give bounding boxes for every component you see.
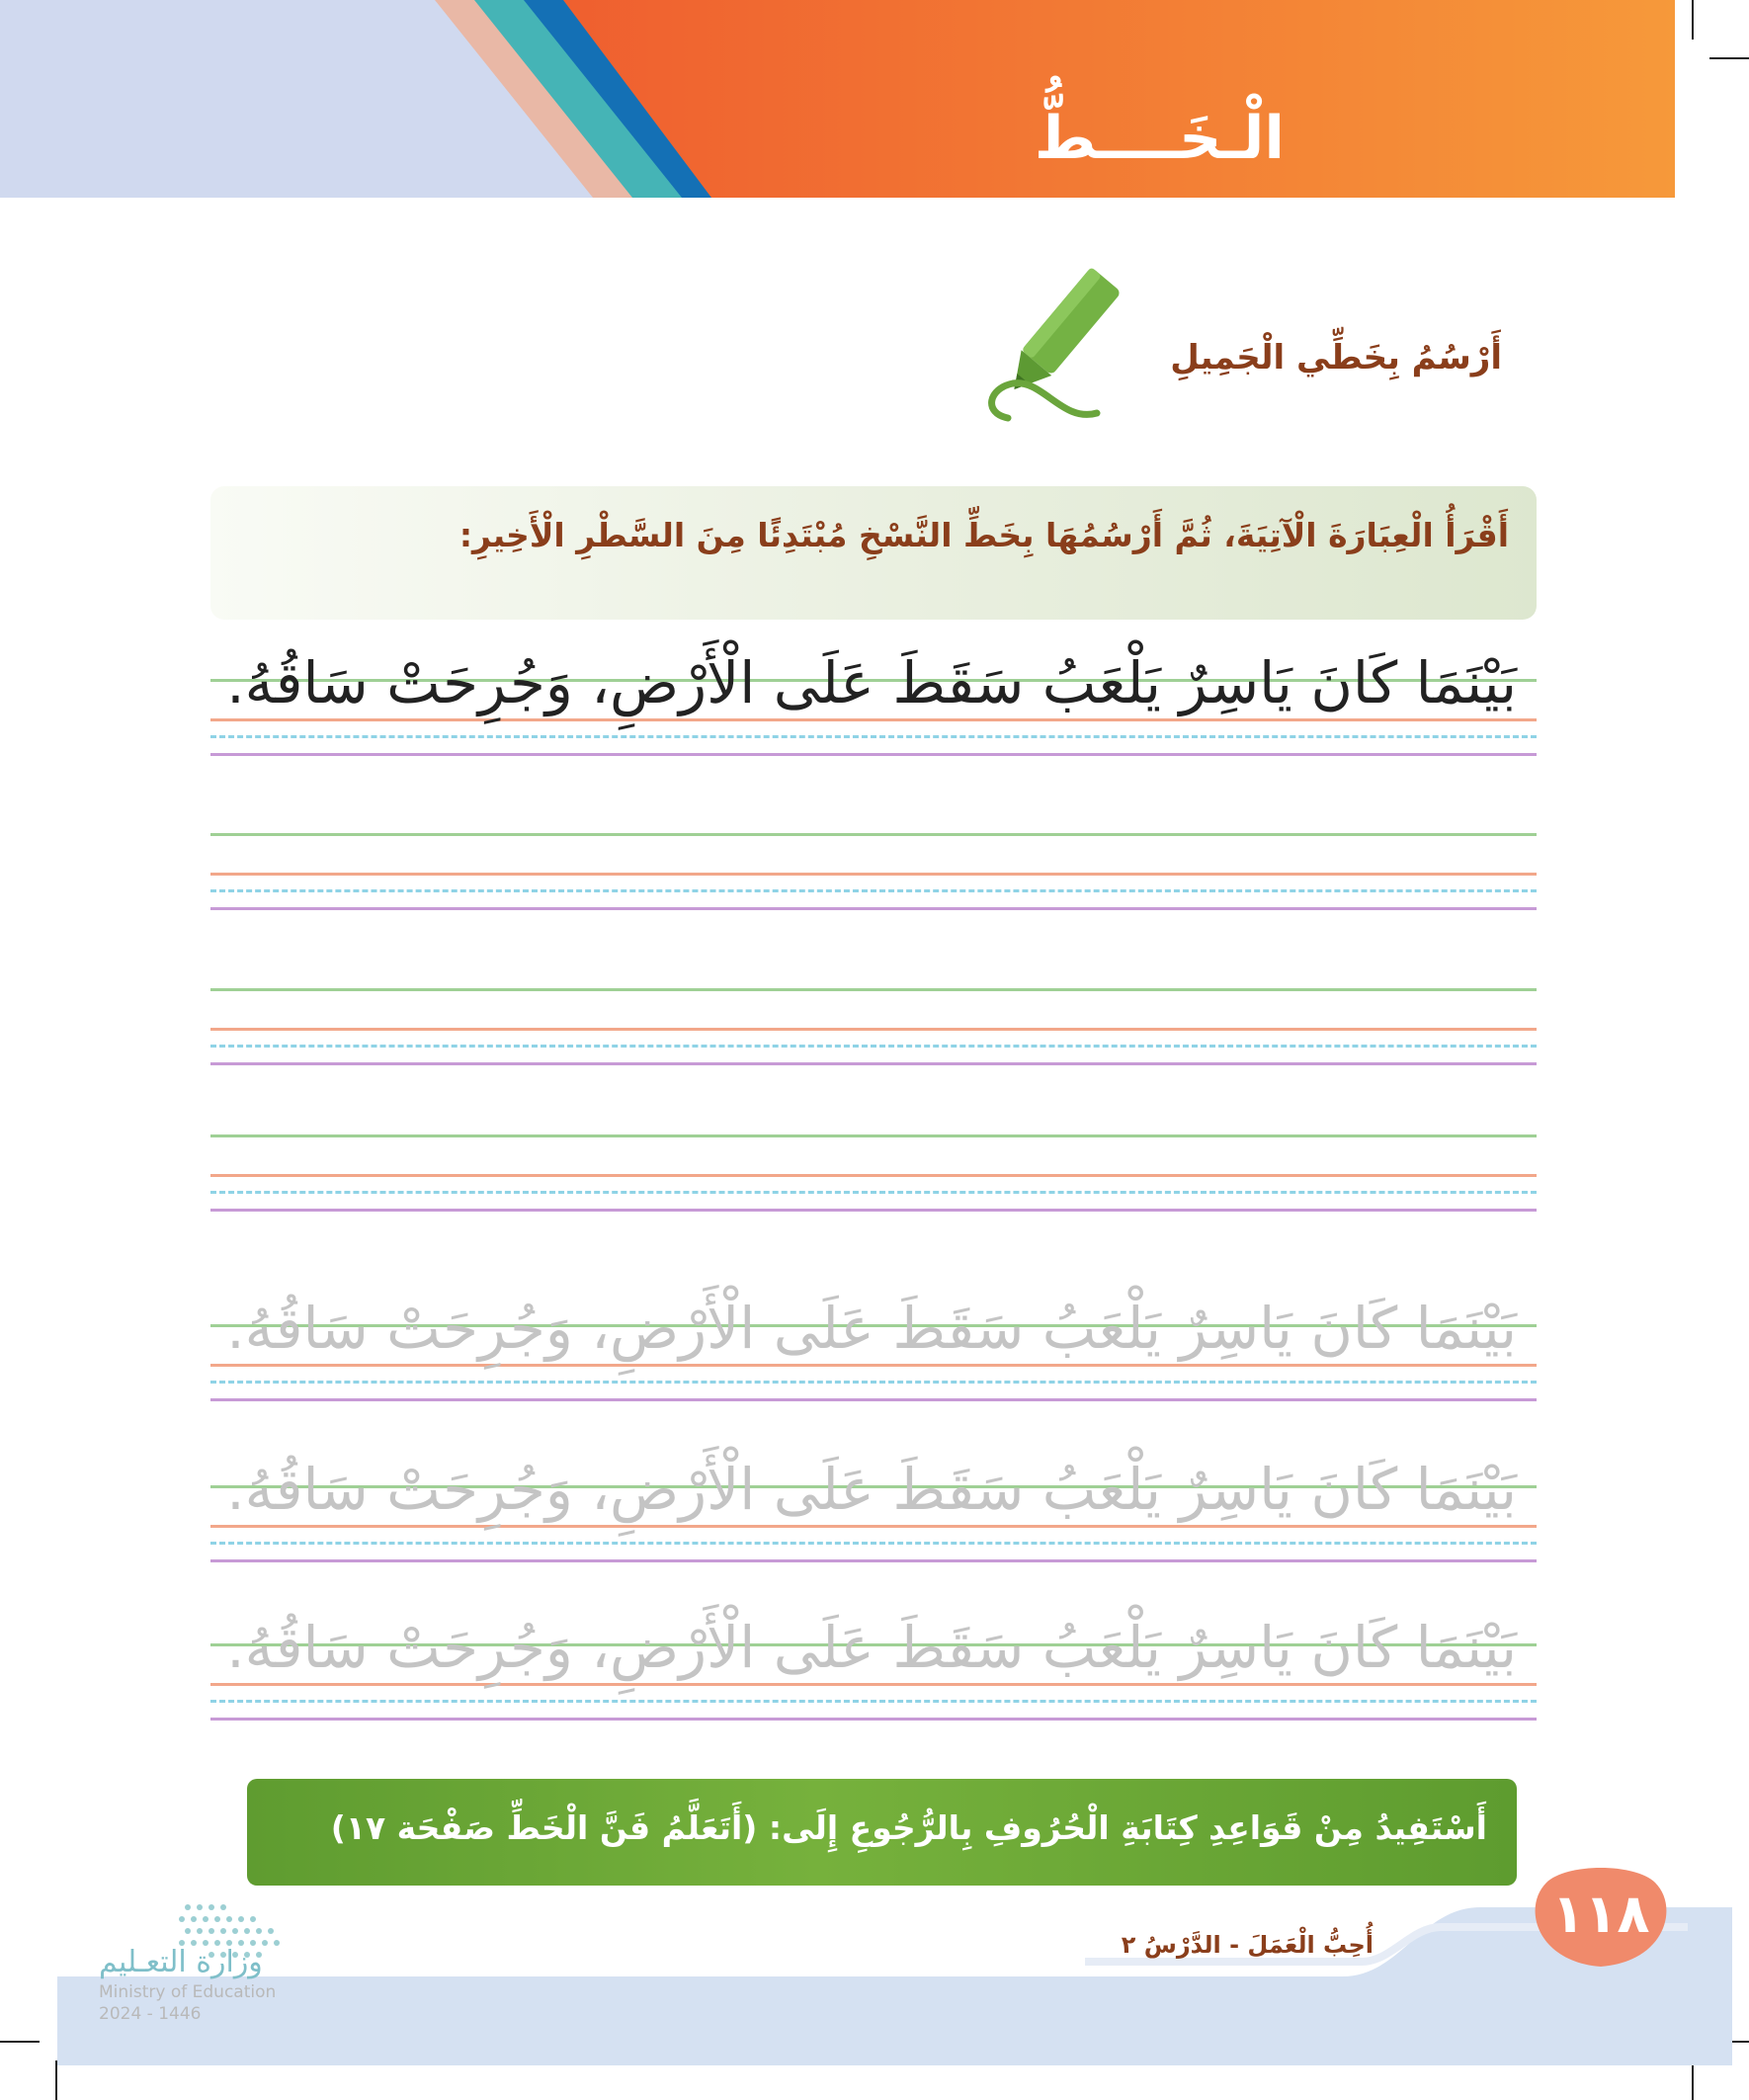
instruction-box <box>210 486 1537 620</box>
writing-line[interactable] <box>210 833 1537 917</box>
ministry-name-arabic: وزارة التعـليم <box>99 1945 263 1979</box>
header-stripes <box>0 0 1675 198</box>
trace-line[interactable] <box>210 1456 1537 1569</box>
activity-subtitle: أَرْسُمُ بِخَطِّي الْجَمِيلِ <box>1170 338 1502 378</box>
crop-mark <box>1692 2060 1694 2100</box>
header-banner <box>0 0 1675 198</box>
writing-line[interactable] <box>210 988 1537 1072</box>
crop-mark <box>55 2060 57 2100</box>
ministry-name-english: Ministry of Education <box>99 1982 277 2002</box>
tip-box <box>247 1779 1517 1886</box>
writing-line[interactable] <box>210 1134 1537 1218</box>
trace-sentence: بَيْنَمَا كَانَ يَاسِرٌ يَلْعَبُ سَقَطَ عَلَى الْأَرْضِ، وَجُرِحَتْ سَاقُهُ. <box>226 1295 1517 1362</box>
model-line <box>210 649 1537 763</box>
crop-mark <box>0 2041 40 2043</box>
green-pencil-icon <box>978 265 1126 443</box>
instruction-text: أَقْرَأُ الْعِبَارَةَ الْآتِيَةَ، ثُمَّ أَرْسُمُهَا بِخَطِّ النَّسْخِ مُبْتَدِئًا مِنَ السَّطْرِ الْأَخِيرِ: <box>458 516 1509 554</box>
crop-mark <box>1709 57 1749 59</box>
tip-text: أَسْتَفِيدُ مِنْ قَوَاعِدِ كِتَابَةِ الْحُرُوفِ بِالرُّجُوعِ إِلَى: (أَتَعَلَّمُ فَنَّ الْخَطِّ صَفْحَة ١٧) <box>330 1808 1487 1847</box>
crop-mark <box>1692 0 1694 40</box>
trace-sentence: بَيْنَمَا كَانَ يَاسِرٌ يَلْعَبُ سَقَطَ عَلَى الْأَرْضِ، وَجُرِحَتْ سَاقُهُ. <box>226 1456 1517 1523</box>
trace-line[interactable] <box>210 1614 1537 1727</box>
page-number: ١١٨ <box>1551 1883 1650 1945</box>
page-title: الْـخَــــطُّ <box>1034 104 1285 173</box>
trace-sentence: بَيْنَمَا كَانَ يَاسِرٌ يَلْعَبُ سَقَطَ عَلَى الْأَرْضِ، وَجُرِحَتْ سَاقُهُ. <box>226 1614 1517 1681</box>
lesson-label: أُحِبُّ الْعَمَلَ - الدَّرْسُ ٢ <box>1121 1931 1374 1959</box>
model-sentence: بَيْنَمَا كَانَ يَاسِرٌ يَلْعَبُ سَقَطَ عَلَى الْأَرْضِ، وَجُرِحَتْ سَاقُهُ. <box>226 649 1517 716</box>
trace-line[interactable] <box>210 1295 1537 1408</box>
ministry-year: 2024 - 1446 <box>99 2004 202 2024</box>
